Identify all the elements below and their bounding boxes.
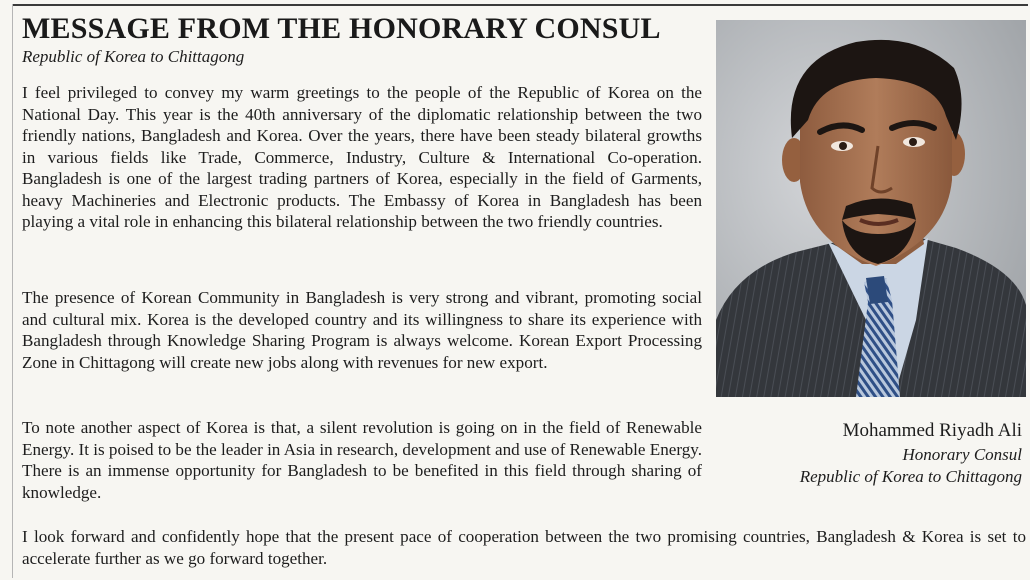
paragraph-2: The presence of Korean Community in Bangladesh is very strong and vibrant, promoting social and cultural mix. Korea is the developed country and its willingness to share its experience with Bangladesh through Knowledge Sharing Program is always welcome. Korean Export Processing Zone in Chittagong will create new jobs along with revenues for new export. [22, 288, 702, 372]
caption-title: Honorary Consul [902, 445, 1022, 464]
top-rule [12, 4, 1028, 6]
caption-name: Mohammed Riyadh Ali [842, 420, 1022, 441]
paragraph-4: I look forward and confidently hope that the present pace of cooperation between the two promising countries, Bangladesh & Korea is set to accelerate further as we go forward together. [22, 527, 1026, 568]
subhead: Republic of Korea to Chittagong [22, 47, 245, 66]
paragraph-1: I feel privileged to convey my warm greetings to the people of the Republic of Korea on the National Day. This year is the 40th anniversary of the diplomatic relationship between the two friendly nations, Bangladesh and Korea. Over the years, there have been steady bilateral growths in various fields like Trade, Commerce, Industry, Culture & International Co-operation. Bangladesh is one of the largest trading partners of Korea, especially in the field of Garments, heavy Machineries and Electronic products. The Embassy of Korea in Bangladesh has been playing a vital role in enhancing this bilateral relationship between the two friendly countries. [22, 83, 702, 231]
paragraph-3: To note another aspect of Korea is that, a silent revolution is going on in the field of Renewable Energy. It is poised to be the leader in Asia in research, development and use of Renewable Energy. There is an immense opportunity for Bangladesh to be benefited in this field through sharing of knowledge. [22, 418, 702, 502]
left-column-rule [12, 4, 13, 578]
caption-organization: Republic of Korea to Chittagong [799, 467, 1022, 486]
headline: MESSAGE FROM THE HONORARY CONSUL [22, 12, 661, 45]
portrait-photo [716, 20, 1026, 397]
